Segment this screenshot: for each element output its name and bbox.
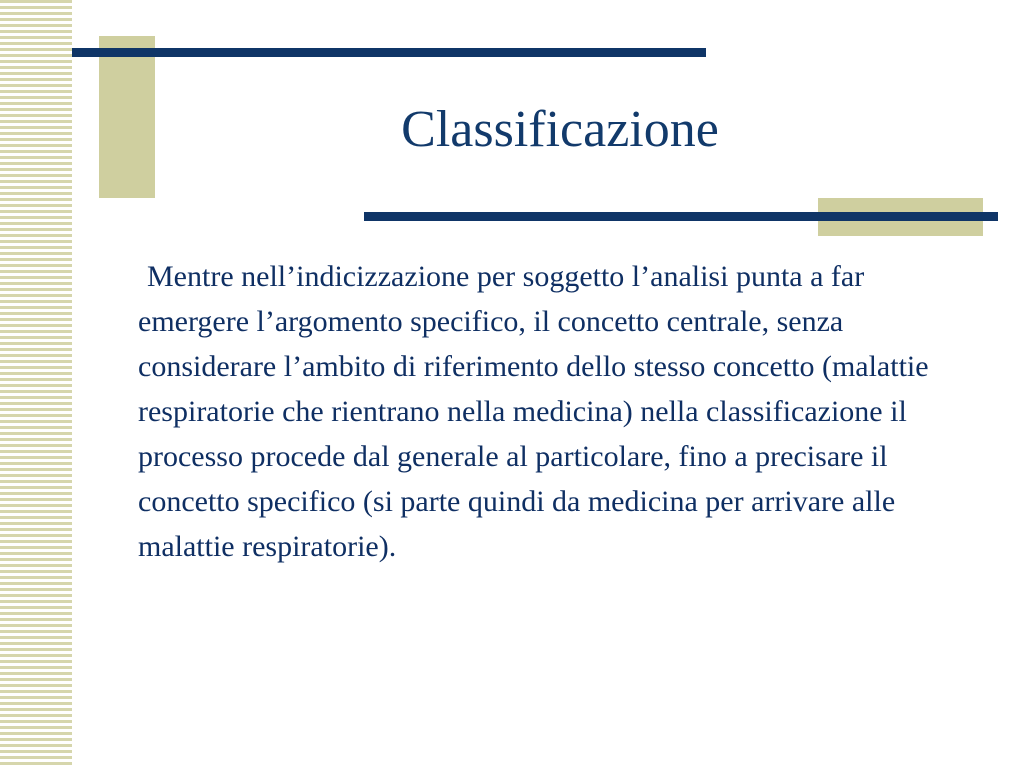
decorative-stripes: [0, 0, 72, 768]
top-rule-line: [72, 48, 706, 57]
slide-body-text: Mentre nell’indicizzazione per soggetto l’analisi punta a far emergere l’argomento specifico, il concetto centrale, senza considerare l’ambito di riferimento dello stesso concetto (malattie respiratorie che rientrano nella medicina) nella classificazione il processo procede dal generale al particolare, fino a precisare il concetto specifico (si parte quindi da medicina per arrivare alle malattie respiratorie).: [138, 260, 929, 563]
slide-title: Classificazione: [401, 101, 719, 158]
bottom-rule-line: [364, 212, 998, 221]
accent-block-top: [99, 36, 155, 198]
